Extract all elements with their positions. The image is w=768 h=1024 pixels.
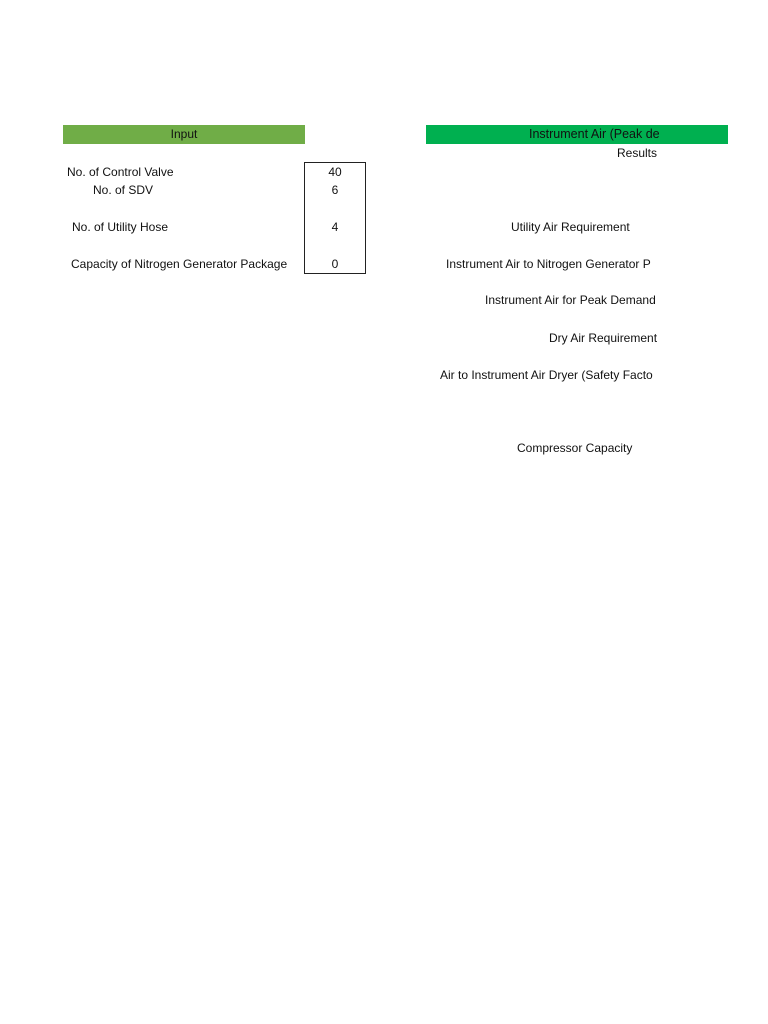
dry-air-requirement-label: Dry Air Requirement [549, 331, 658, 345]
nitrogen-generator-capacity-label: Capacity of Nitrogen Generator Package [71, 257, 288, 271]
sdv-value[interactable]: 6 [331, 183, 339, 197]
instrument-air-peak-demand-label: Instrument Air for Peak Demand [485, 293, 656, 307]
results-subheader: Results [617, 146, 658, 160]
control-valve-value[interactable]: 40 [328, 165, 342, 179]
control-valve-label: No. of Control Valve [67, 165, 174, 179]
instrument-air-nitrogen-generator-label: Instrument Air to Nitrogen Generator P [446, 257, 651, 271]
results-header-text: Instrument Air (Peak de [529, 127, 660, 141]
input-section-header: Input [63, 125, 305, 144]
utility-hose-label: No. of Utility Hose [72, 220, 169, 234]
air-to-instrument-air-dryer-label: Air to Instrument Air Dryer (Safety Facto [440, 368, 653, 382]
compressor-capacity-label: Compressor Capacity [517, 441, 633, 455]
results-section-header [426, 125, 728, 144]
sdv-label: No. of SDV [93, 183, 154, 197]
utility-hose-value[interactable]: 4 [331, 220, 339, 234]
utility-air-requirement-label: Utility Air Requirement [511, 220, 630, 234]
nitrogen-generator-capacity-value[interactable]: 0 [331, 257, 339, 271]
